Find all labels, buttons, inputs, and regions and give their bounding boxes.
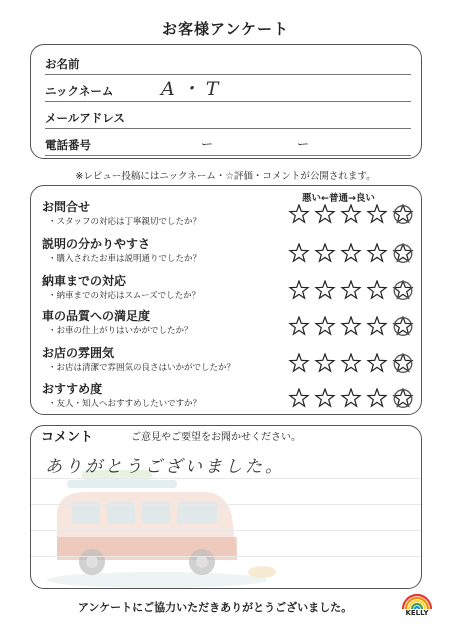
- customer-info-box: [30, 44, 422, 159]
- star-icon[interactable]: [366, 204, 388, 224]
- question-sub: ・お店は清潔で雰囲気の良さはいかがでしたか？: [48, 363, 236, 373]
- star-icon[interactable]: [314, 388, 336, 408]
- question-title: 車の品質への満足度: [42, 309, 151, 323]
- comment-prompt: ご意見やご要望をお聞かせください。: [131, 432, 301, 443]
- star-icon[interactable]: [314, 353, 336, 373]
- comment-text: ありがとうございました。: [45, 457, 285, 477]
- star-icon[interactable]: [366, 353, 388, 373]
- star-icon[interactable]: [392, 388, 414, 408]
- email-row: [45, 101, 411, 129]
- phone-dash: ー: [201, 137, 214, 151]
- star-icon[interactable]: [340, 280, 362, 300]
- comment-box[interactable]: [30, 425, 422, 589]
- star-icon[interactable]: [392, 353, 414, 373]
- comment-rule: [31, 478, 421, 479]
- question-title: 納車までの対応: [42, 274, 127, 288]
- nickname-row: [45, 74, 411, 102]
- star-icon[interactable]: [366, 280, 388, 300]
- comment-rule: [31, 504, 421, 505]
- van-illustration: [37, 462, 287, 588]
- rating-scale-label: 悪い←普通→良い: [302, 193, 375, 204]
- phone-row: [45, 128, 411, 156]
- star-icon[interactable]: [288, 204, 310, 224]
- question-sub: ・友人・知人へおすすめしたいですか？: [48, 399, 202, 409]
- comment-rule: [31, 556, 421, 557]
- email-label: メールアドレス: [45, 111, 125, 125]
- question-title: お問合せ: [42, 200, 91, 214]
- kelly-logo: [398, 590, 436, 620]
- star-icon[interactable]: [392, 280, 414, 300]
- name-row: [45, 47, 411, 75]
- question-sub: ・納車までの対応はスムーズでしたか？: [48, 291, 201, 301]
- star-icon[interactable]: [366, 316, 388, 336]
- star-icon[interactable]: [314, 316, 336, 336]
- star-icon[interactable]: [288, 353, 310, 373]
- question-title: お店の雰囲気: [42, 346, 115, 360]
- comment-rule: [31, 530, 421, 531]
- star-icon[interactable]: [340, 243, 362, 263]
- star-icon[interactable]: [366, 388, 388, 408]
- nickname-label: ニックネーム: [45, 84, 114, 98]
- disclosure-note: ※レビュー投稿にはニックネーム・☆評価・コメントが公開されます。: [75, 171, 376, 182]
- star-icon[interactable]: [288, 388, 310, 408]
- star-icon[interactable]: [340, 316, 362, 336]
- star-icon[interactable]: [288, 316, 310, 336]
- nickname-value: A・T: [161, 78, 225, 100]
- star-icon[interactable]: [392, 316, 414, 336]
- star-icon[interactable]: [340, 204, 362, 224]
- star-icon[interactable]: [314, 243, 336, 263]
- star-icon[interactable]: [314, 280, 336, 300]
- question-sub: ・お車の仕上がりはいかがでしたか？: [48, 326, 193, 336]
- star-icon[interactable]: [314, 204, 336, 224]
- star-icon[interactable]: [340, 388, 362, 408]
- thank-you-footer: アンケートにご協力いただきありがとうございました。: [77, 601, 353, 614]
- question-sub: ・購入されたお車は説明通りでしたか？: [48, 254, 202, 264]
- star-icon[interactable]: [366, 243, 388, 263]
- phone-label: 電話番号: [45, 138, 91, 152]
- logo-text: KELLY: [405, 609, 429, 617]
- phone-dash: ー: [297, 137, 310, 151]
- comment-title: コメント: [41, 430, 94, 445]
- star-icon[interactable]: [288, 280, 310, 300]
- name-label: お名前: [45, 57, 80, 71]
- star-icon[interactable]: [288, 243, 310, 263]
- star-icon[interactable]: [392, 204, 414, 224]
- question-title: おすすめ度: [42, 382, 103, 396]
- survey-title: お客様アンケート: [161, 20, 290, 38]
- question-title: 説明の分かりやすさ: [42, 237, 151, 251]
- rainbow-icon: [398, 590, 436, 610]
- star-icon[interactable]: [392, 243, 414, 263]
- question-sub: ・スタッフの対応は丁寧親切でしたか？: [48, 217, 202, 227]
- star-icon[interactable]: [340, 353, 362, 373]
